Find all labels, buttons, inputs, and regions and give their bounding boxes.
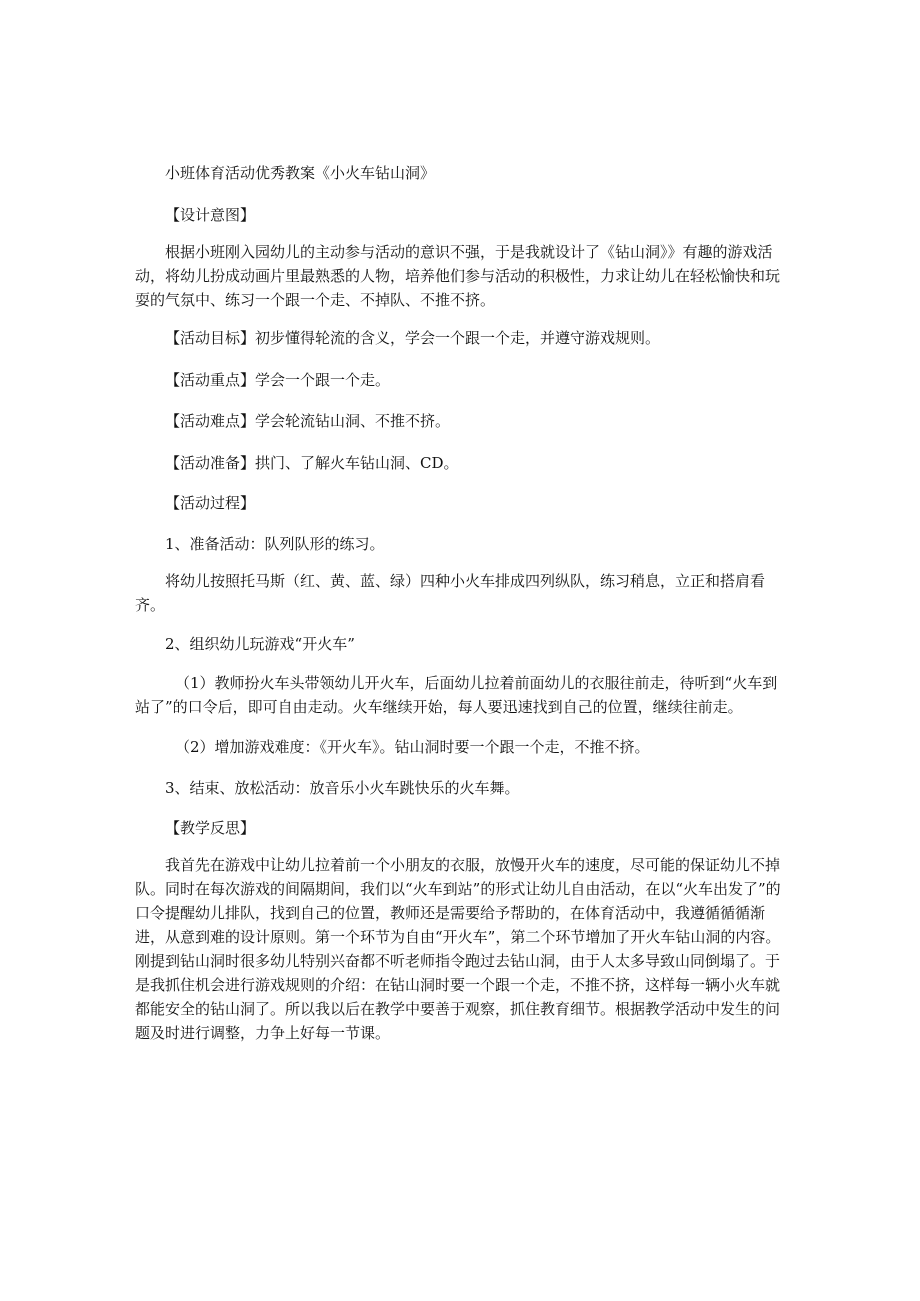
step1-paragraph: 将幼儿按照托马斯（红、黄、蓝、绿）四种小火车排成四列纵队，练习稍息，立正和搭肩看齐。 [135, 572, 766, 614]
document-title: 小班体育活动优秀教案《小火车钻山洞》 [165, 164, 436, 182]
goal-line: 【活动目标】初步懂得轮流的含义，学会一个跟一个走，并遵守游戏规则。 [165, 329, 661, 347]
step3-title: 3、结束、放松活动：放音乐小火车跳快乐的火车舞。 [165, 779, 520, 797]
key-point-line: 【活动重点】学会一个跟一个走。 [165, 371, 391, 389]
design-heading: 【设计意图】 [165, 206, 256, 224]
process-heading: 【活动过程】 [165, 494, 256, 512]
step2-sub1: （1）教师扮火车头带领幼儿开火车，后面幼儿拉着前面幼儿的衣服往前走，待听到“火车到站了”的口令后，即可自由走动。火车继续开始，每人要迅速找到自己的位置，继续往前走。 [135, 674, 778, 716]
reflection-paragraph: 我首先在游戏中让幼儿拉着前一个小朋友的衣服，放慢开火车的速度，尽可能的保证幼儿不掉队。同时在每次游戏的间隔期间，我们以“火车到站”的形式让幼儿自由活动，在以“火车出发了”的口令提醒幼儿排队，找到自己的位置，教师还是需要给予帮助的，在体育活动中，我遵循循循渐进，从意到难的设计原则。第一个环节为自由“开火车”，第二个环节增加了开火车钻山洞的内容。刚提到钻山洞时很多幼儿特别兴奋都不听老师指令跑过去钻山洞，由于人太多导致山同倒塌了。于是我抓住机会进行游戏规则的介绍：在钻山洞时要一个跟一个走，不推不挤，这样每一辆小火车就都能安全的钻山洞了。所以我以后在教学中要善于观察，抓住教育细节。根据教学活动中发生的问题及时进行调整，力争上好每一节课。 [135, 856, 781, 1042]
step2-title: 2、组织幼儿玩游戏“开火车” [165, 635, 355, 653]
step2-sub2: （2）增加游戏难度：《开火车》。钻山洞时要一个跟一个走，不推不挤。 [175, 738, 650, 756]
design-paragraph: 根据小班刚入园幼儿的主动参与活动的意识不强，于是我就设计了《钻山洞》》有趣的游戏活动，将幼儿扮成动画片里最熟悉的人物，培养他们参与活动的积极性，力求让幼儿在轻松愉快和玩耍的气氛中、练习一个跟一个走、不掉队、不推不挤。 [135, 243, 781, 309]
difficulty-line: 【活动难点】学会轮流钻山洞、不推不挤。 [165, 412, 451, 430]
step1-title: 1、准备活动：队列队形的练习。 [165, 535, 385, 553]
reflection-heading: 【教学反思】 [165, 819, 256, 837]
preparation-line: 【活动准备】拱门、了解火车钻山洞、CD。 [165, 454, 459, 472]
